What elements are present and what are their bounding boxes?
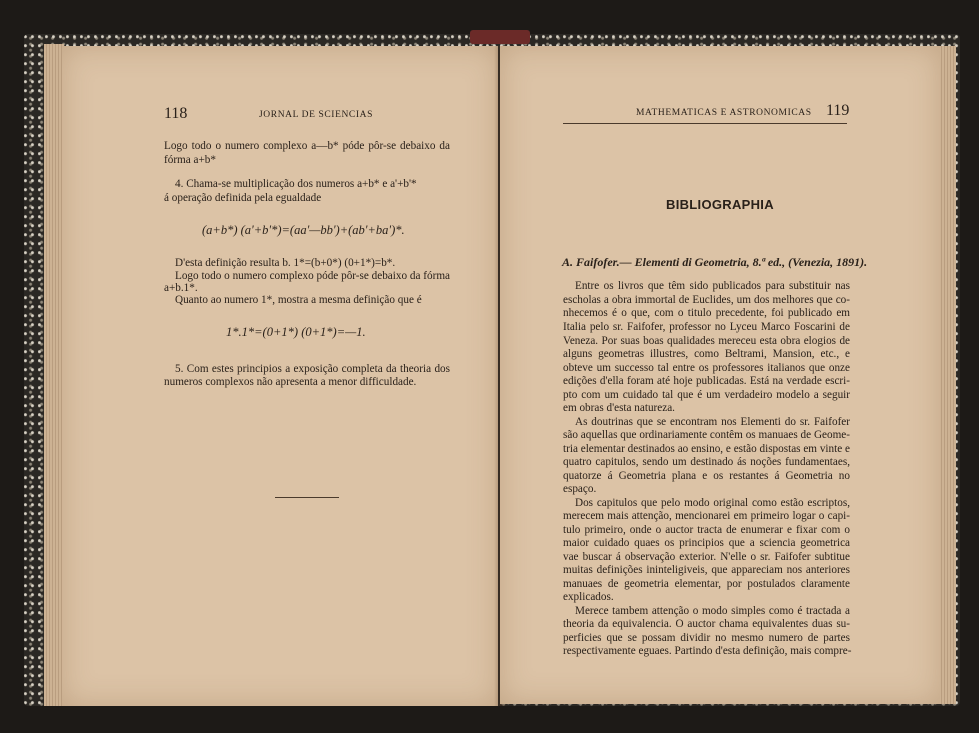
right-line-7: obteve um successo tal entre os professores italianos que onze [563, 362, 850, 374]
right-running-head: MATHEMATICAS E ASTRONOMICAS [636, 108, 812, 118]
left-page-number: 118 [164, 105, 188, 122]
right-line-24: explicados. [563, 591, 614, 603]
right-line-13: tria elementar destinados ao ensino, e estão dispostas em vinte e [563, 443, 850, 455]
left-line-11: 5. Com estes principios a exposição completa da theoria dos [175, 363, 450, 375]
right-line-10: em obras d'esta natureza. [563, 402, 675, 414]
right-line-9: pto com um cuidado tal que é um verdadeiro modelo a seguir [563, 389, 850, 401]
right-page-edges [938, 46, 956, 704]
right-line-19: tulo primeiro, onde o auctor tracta de enumerar e fixar com o [563, 524, 850, 536]
right-line-27: perficies que se possam dividir no mesmo numero de partes [563, 632, 850, 644]
right-line-21: vae buscar á observação exterior. N'elle o sr. Faifofer subtitue [563, 551, 850, 563]
book-citation: A. Faifofer.— Elementi di Geometria, 8.ª ed., (Venezia, 1891). [562, 255, 868, 269]
right-line-20: maior cuidado quaes os principios que a sciencia geometrica [563, 537, 850, 549]
right-line-26: theoria da equivalencia. O auctor chama equivalentes duas su- [563, 618, 850, 630]
left-line-12: numeros complexos não apresenta a menor difficuldade. [164, 376, 417, 388]
right-line-1: Entre os livros que têm sido publicados para substituir nas [575, 280, 850, 292]
end-rule [275, 497, 339, 498]
header-rule [563, 123, 847, 124]
left-line-2: fórma a+b* [164, 154, 216, 166]
left-line-3: 4. Chama-se multiplicação dos numeros a+b* e a'+b'* [175, 178, 417, 190]
right-line-8: edições d'ella foram até hoje publicadas. Está na verdade escri- [563, 375, 850, 387]
right-line-12: são aquellas que ordinariamente contêm os manuaes de Geome- [563, 429, 850, 441]
right-line-6: alguns geometras illustres, como Beltrami, Mansion, etc., e [563, 348, 850, 360]
right-line-18: merecem mais attenção, mencionarei em primeiro logar o capi- [563, 510, 850, 522]
right-line-14: quatro capitulos, sendo um destinado ás noções fundamentaes, [563, 456, 850, 468]
right-line-11: As doutrinas que se encontram nos Elementi do sr. Faifofer [575, 416, 850, 428]
right-line-2: escholas a obra immortal de Euclides, um dos melhores que co- [563, 294, 850, 306]
right-page-number: 119 [826, 102, 850, 119]
left-line-8: a+b.1*. [164, 282, 198, 294]
left-line-7: Logo todo o numero complexo póde pôr-se debaixo da fórma [175, 270, 450, 282]
left-running-head: JORNAL DE SCIENCIAS [259, 110, 373, 120]
spine-cloth [470, 30, 530, 44]
right-line-28: respectivamente eguaes. Partindo d'esta definição, mais compre- [563, 645, 852, 657]
right-line-25: Merece tambem attenção o modo simples como é tractada a [575, 605, 850, 617]
right-line-3: nhecemos é o que, com o titulo precedente, foi publicado em [563, 307, 850, 319]
left-equation-2: 1*.1*=(0+1*) (0+1*)=—1. [226, 325, 366, 339]
right-line-17: Dos capitulos que pelo modo original como estão escriptos, [575, 497, 850, 509]
left-equation-1: (a+b*) (a'+b'*)=(aa'—bb')+(ab'+ba')*. [202, 223, 405, 237]
right-line-15: quatorze á Geometria plana e os restantes á Geometria no [563, 470, 850, 482]
right-line-4: Italia pelo sr. Faifofer, professor no Lyceu Marco Foscarini de [563, 321, 850, 333]
left-page-edges [44, 44, 64, 706]
left-line-9: Quanto ao numero 1*, mostra a mesma definição que é [175, 294, 422, 306]
right-line-16: espaço. [563, 483, 597, 495]
right-line-23: manuaes de geometria elementar, por postulados claramente [563, 578, 850, 590]
right-line-5: Veneza. Por suas boas qualidades mereceu esta obra elogios de [563, 335, 850, 347]
left-line-1: Logo todo o numero complexo a—b* póde pôr-se debaixo da [164, 140, 450, 152]
left-line-6: D'esta definição resulta b. 1*=(b+0*) (0+1*)=b*. [175, 257, 396, 269]
right-line-22: muitas definições ininteligiveis, que appareciam nos anteriores [563, 564, 850, 576]
left-line-4: á operação definida pela egualdade [164, 192, 322, 204]
section-title: BIBLIOGRAPHIA [666, 197, 774, 212]
